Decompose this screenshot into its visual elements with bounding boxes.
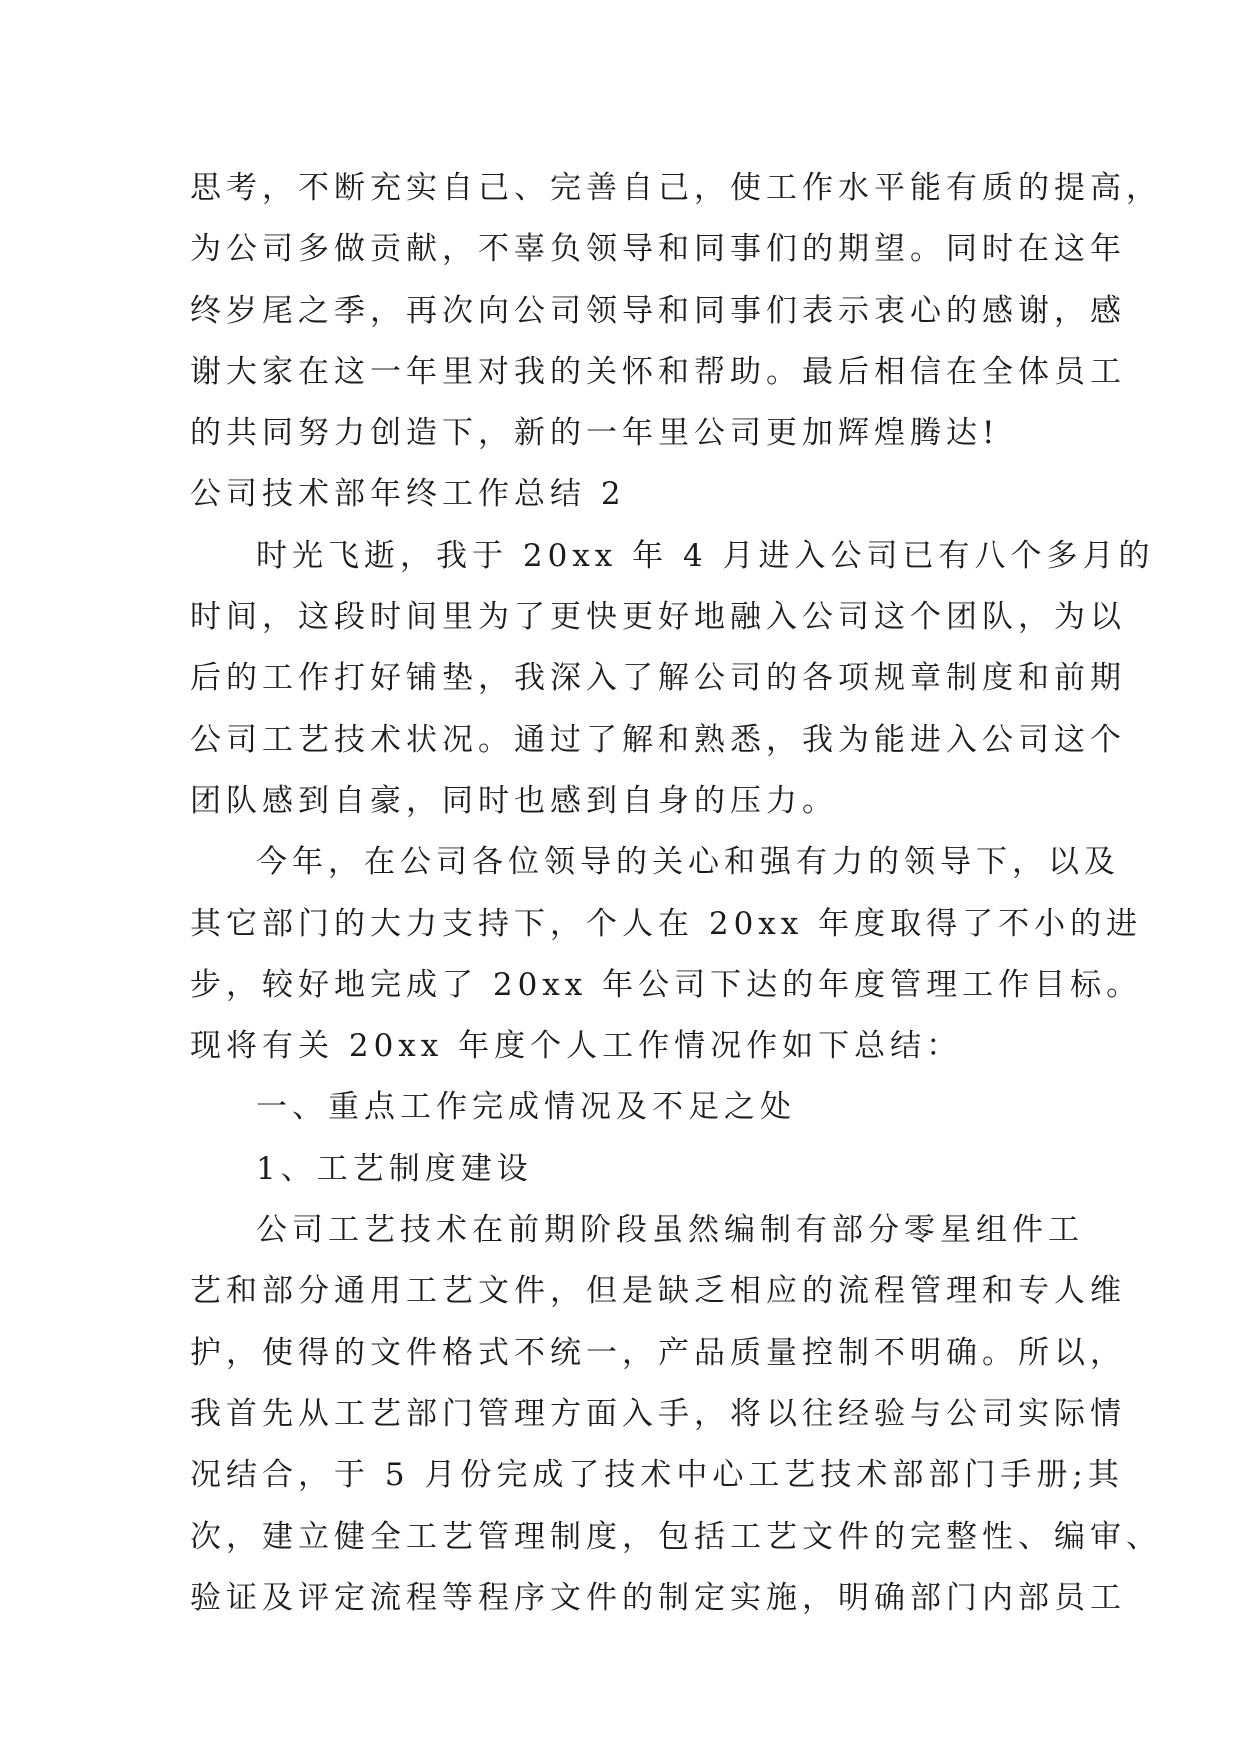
subsection-heading: 一、重点工作完成情况及不足之处: [256, 1089, 796, 1126]
text-line: 终岁尾之季，再次向公司领导和同事们表示衷心的感谢，感: [190, 292, 1126, 329]
text-line: 为公司多做贡献，不辜负领导和同事们的期望。同时在这年: [190, 231, 1126, 268]
text-line: 思考，不断充实自己、完善自己，使工作水平能有质的提高，: [190, 170, 1162, 206]
text-line: 现将有关 20xx 年度个人工作情况作如下总结：: [190, 1028, 963, 1065]
text-line: 团队感到自豪，同时也感到自身的压力。: [190, 782, 838, 819]
text-line: 谢大家在这一年里对我的关怀和帮助。最后相信在全体员工: [190, 353, 1126, 390]
section-heading: 公司技术部年终工作总结 2: [190, 476, 626, 513]
text-line: 验证及评定流程等程序文件的制定实施，明确部门内部员工: [190, 1579, 1126, 1616]
text-line: 其它部门的大力支持下，个人在 20xx 年度取得了不小的进: [190, 905, 1143, 942]
text-line: 步，较好地完成了 20xx 年公司下达的年度管理工作目标。: [190, 966, 1143, 1003]
document-body: [190, 158, 1162, 1629]
text-line: 时光飞逝，我于 20xx 年 4 月进入公司已有八个多月的: [256, 537, 1155, 574]
subsection-heading: 1、工艺制度建设: [256, 1150, 533, 1187]
text-line: 次，建立健全工艺管理制度，包括工艺文件的完整性、编审、: [190, 1518, 1162, 1555]
text-line: 艺和部分通用工艺文件，但是缺乏相应的流程管理和专人维: [190, 1273, 1126, 1310]
text-line: 况结合，于 5 月份完成了技术中心工艺技术部部门手册;其: [190, 1457, 1124, 1494]
text-line: 公司工艺技术在前期阶段虽然编制有部分零星组件工: [256, 1212, 1084, 1249]
text-line: 护，使得的文件格式不统一，产品质量控制不明确。所以，: [190, 1334, 1126, 1371]
text-line: 后的工作打好铺垫，我深入了解公司的各项规章制度和前期: [190, 660, 1126, 697]
text-line: 我首先从工艺部门管理方面入手，将以往经验与公司实际情: [190, 1395, 1126, 1432]
text-line: 公司工艺技术状况。通过了解和熟悉，我为能进入公司这个: [190, 721, 1126, 758]
text-line: 今年，在公司各位领导的关心和强有力的领导下，以及: [256, 844, 1120, 881]
text-line: 时间，这段时间里为了更快更好地融入公司这个团队，为以: [190, 599, 1126, 636]
text-line: 的共同努力创造下，新的一年里公司更加辉煌腾达!: [190, 415, 1000, 452]
